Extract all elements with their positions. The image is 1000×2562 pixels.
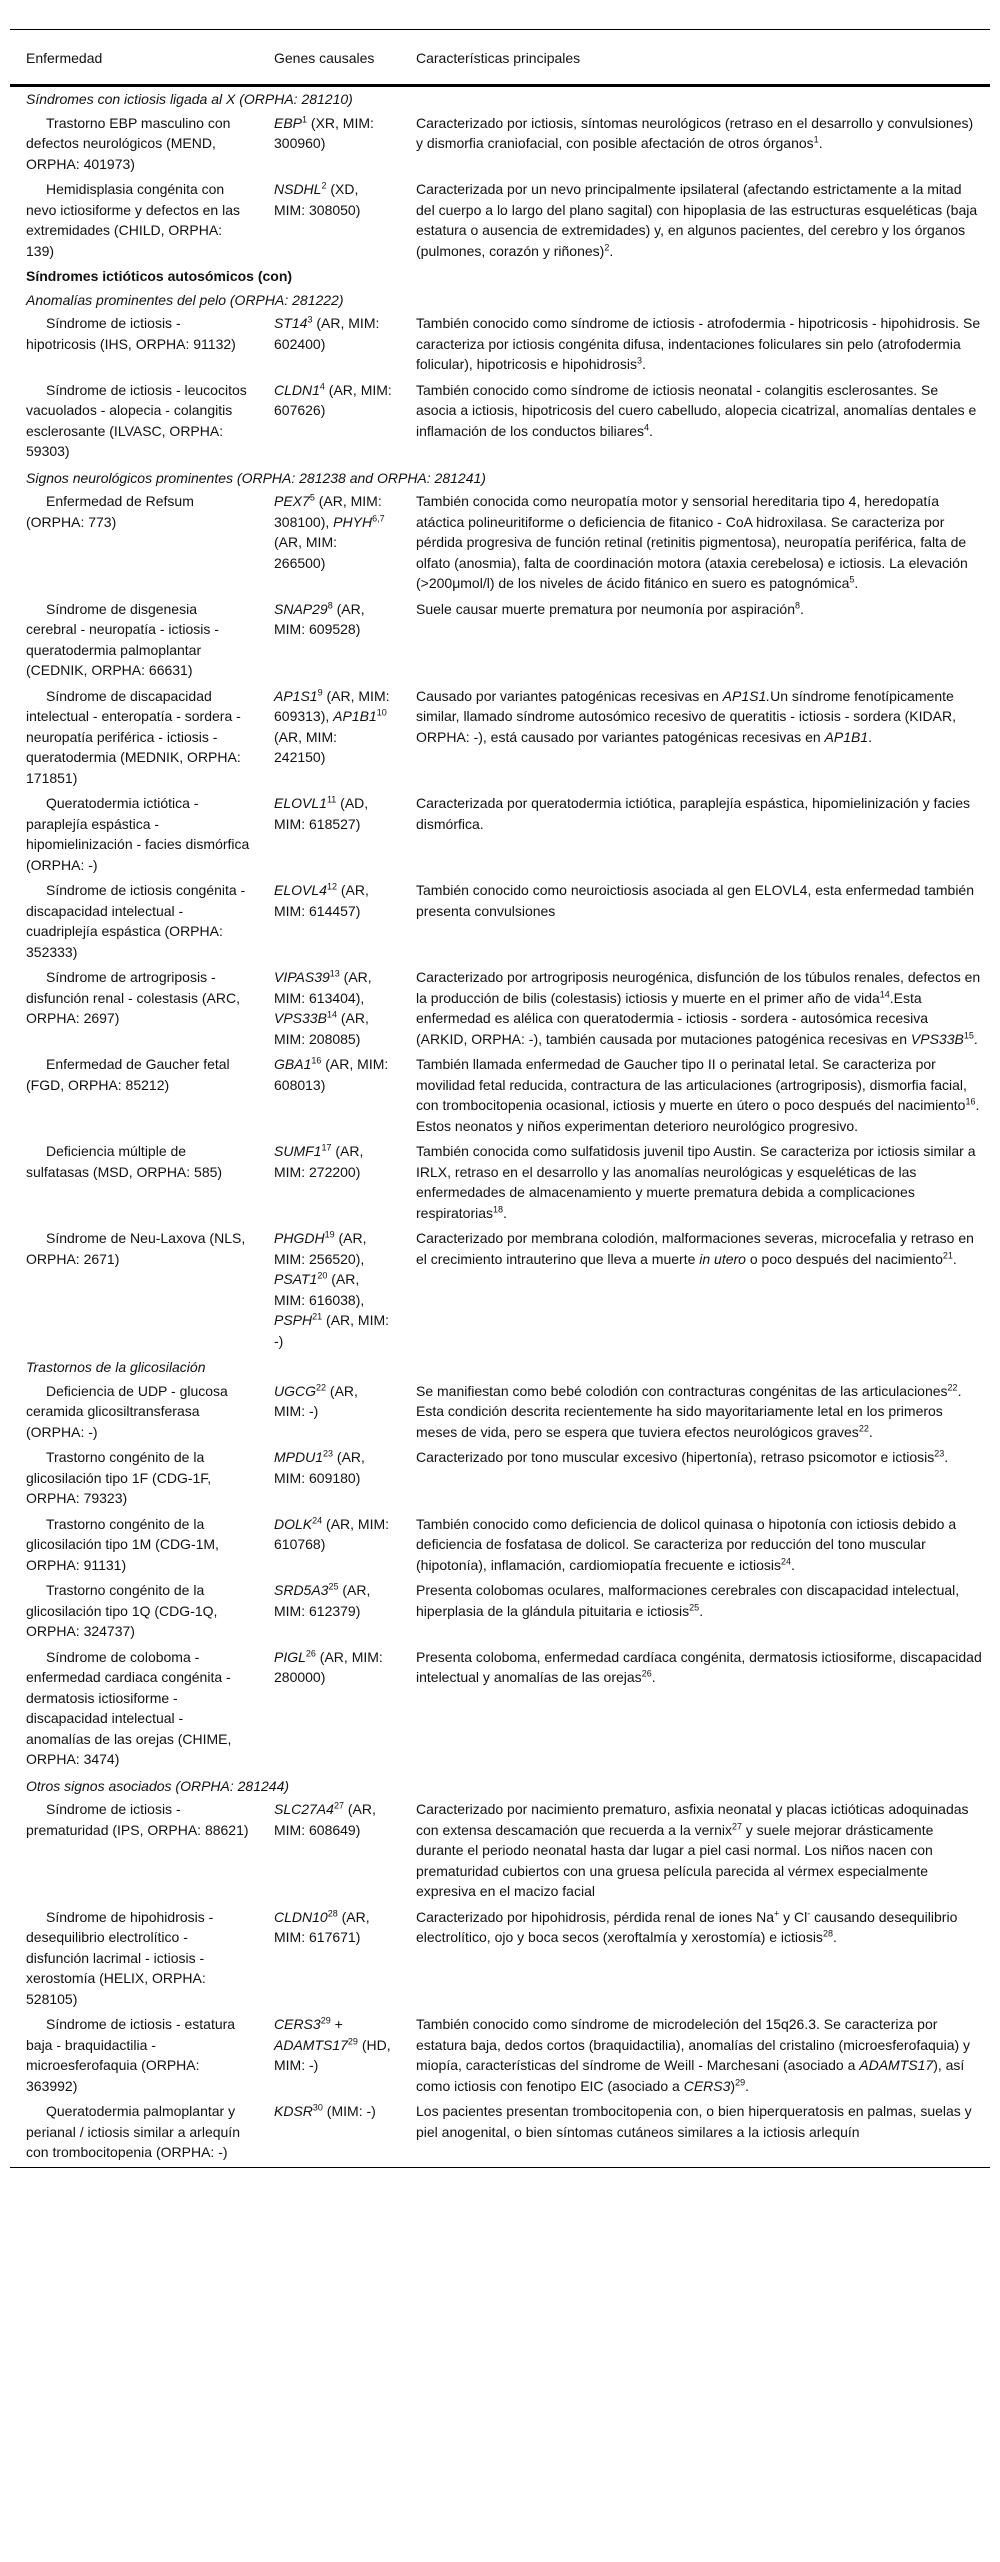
table-row: [10, 2100, 990, 2167]
genes-cell: $CLDN1^4$ (AR, MIM: 607626): [274, 380, 392, 418]
genes-cell: $SRD5A3^{25}$ (AR, MIM: 612379): [274, 1581, 371, 1619]
italic-term: SNAP29: [274, 600, 328, 617]
reference-superscript: 24: [312, 1514, 323, 1525]
reference-superscript: 16: [311, 1055, 322, 1066]
reference-superscript: 22: [947, 1381, 958, 1392]
features-cell: También conocido como síndrome de ictiosis - atrofodermia - hipotricosis - hipohidrosis. Se caracteriza por ictiosis congénita difusa, indentaciones foliculares sin pelo (atrofodermia folicular), hipotricosis e hipohidrosis$^3$.: [416, 315, 981, 372]
table-row: [10, 1906, 990, 2014]
subgroup-heading-text: Otros signos asociados (ORPHA: 281244): [26, 1777, 290, 1794]
disease-cell: Síndrome de discapacidad intelectual - enteropatía - sordera - neuropatía periférica - ictiosis - queratodermia (MEDNIK, ORPHA: 171851): [26, 687, 241, 786]
italic-term: PEX7: [274, 493, 310, 509]
reference-superscript: 28: [822, 1928, 833, 1939]
reference-superscript: 4: [644, 421, 650, 432]
reference-superscript: 24: [780, 1555, 791, 1566]
genes-cell: $SLC27A4^{27}$ (AR, MIM: 608649): [274, 1800, 376, 1838]
italic-term: CERS3: [683, 2077, 731, 2094]
table-row: [10, 178, 990, 265]
italic-term: MPDU1: [274, 1449, 324, 1465]
reference-superscript: 27: [333, 1800, 344, 1811]
genes-cell: $ELOVL4^{12}$ (AR, MIM: 614457): [274, 881, 369, 919]
reference-superscript: 6,7: [372, 512, 385, 523]
reference-superscript: 17: [321, 1142, 332, 1153]
table-body: [10, 86, 990, 2168]
disease-cell: Síndrome de ictiosis - estatura baja - braquidactilia - microesferofaquia (ORPHA: 363992): [26, 2016, 236, 2094]
features-cell: Suele causar muerte prematura por neumonía por aspiración$^8$.: [416, 599, 804, 617]
genes-cell: NSDHL$^2$ (XD, MIM: 308050): [274, 180, 361, 218]
reference-superscript: 23: [934, 1448, 945, 1459]
italic-term: AP1S1: [274, 687, 318, 704]
table-row: [10, 1446, 990, 1513]
disease-cell: Enfermedad de Refsum (ORPHA: 773): [26, 493, 194, 530]
features-cell: Caracterizado por membrana colodión, malformaciones severas, microcefalia y retraso en el crecimiento intrauterino que lleva a muerte in utero o poco después del nacimiento$^{21}$.: [416, 1230, 974, 1267]
features-cell: Caracterizado por hipohidrosis, pérdida renal de iones Na+ y Cl- causando desequilibrio electrolítico, ojo y boca secos (xeroftalmía y xerostomía) e ictiosis$^{28}$.: [416, 1907, 958, 1945]
reference-superscript: 30: [312, 2102, 323, 2113]
ichthyosis-syndromes-table: [10, 29, 990, 2168]
italic-term: NSDHL: [274, 181, 322, 197]
subgroup-heading: [10, 288, 990, 313]
table-row: [10, 1646, 990, 1774]
italic-term: VPS33B: [910, 1030, 964, 1047]
disease-cell: Trastorno EBP masculino con defectos neurológicos (MEND, ORPHA: 401973): [26, 114, 231, 172]
header-genes: Genes causales: [258, 30, 400, 86]
italic-term: EBP: [274, 114, 303, 131]
reference-superscript: 29: [320, 2015, 331, 2026]
disease-cell: Queratodermia palmoplantar y perianal / ictiosis similar a arlequín con trombocitopenia (ORPHA: -): [26, 2103, 240, 2160]
reference-superscript: 9: [317, 686, 323, 697]
reference-superscript: 13: [329, 968, 340, 979]
reference-superscript: 3: [637, 355, 643, 366]
genes-cell: $PEX7^5$ (AR, MIM: 308100), PHYH$^{6,7}$ (AR, MIM: 266500): [274, 492, 385, 571]
italic-term: VPS33B: [274, 1010, 327, 1026]
italic-term: PHGDH: [274, 1230, 325, 1246]
reference-superscript: +: [773, 1907, 780, 1918]
genes-cell: UGCG$^{22}$ (AR, MIM: -): [274, 1381, 358, 1419]
italic-term: AP1B1: [333, 708, 377, 724]
group-heading: [10, 265, 990, 288]
italic-term: PSAT1: [274, 1271, 318, 1287]
disease-cell: Trastorno congénito de la glicosilación tipo 1F (CDG-1F, ORPHA: 79323): [26, 1449, 212, 1506]
italic-term: SLC27A4: [274, 1801, 334, 1817]
subgroup-heading-text: Signos neurológicos prominentes (ORPHA: 281238 and ORPHA: 281241): [26, 469, 486, 486]
disease-cell: Síndrome de coloboma - enfermedad cardiaca congénita - dermatosis ictiosiforme - discapacidad intelectual - anomalías de las orejas (CHIME, ORPHA: 3474): [26, 1648, 232, 1767]
disease-cell: Síndrome de artrogriposis - disfunción renal - colestasis (ARC, ORPHA: 2697): [26, 969, 240, 1026]
header-features: Características principales: [400, 30, 990, 86]
disease-cell: Queratodermia ictiótica - paraplejía espástica - hipomielinización - facies dismórfica (ORPHA: -): [26, 795, 250, 873]
reference-superscript: 21: [942, 1249, 953, 1260]
reference-superscript: 29: [735, 2076, 746, 2087]
reference-superscript: 27: [731, 1820, 742, 1831]
features-cell: Caracterizado por artrogriposis neurogénica, disfunción de los túbulos renales, defectos en la producción de bilis (colestasis) ictiosis y muerte en el primer año de vida$^{14}$.Esta enfermedad es alélica con queratodermia - ictiosis - sordera - autosómica recesiva (ARKID, ORPHA: -), también causada por mutaciones patogénica recesivas en $VPS33B^{15}$.: [416, 969, 981, 1047]
genes-cell: DOLK$^{24}$ (AR, MIM: 610768): [274, 1514, 390, 1552]
features-cell: Causado por variantes patogénicas recesivas en AP1S1.Un síndrome fenotípicamente similar, llamado síndrome autosómico recesivo de queratitis - ictiosis - sordera (KIDAR, ORPHA: -), está causado por variantes patogénicas recesivas en AP1B1.: [416, 687, 956, 745]
italic-term: SUMF1: [274, 1143, 322, 1159]
genes-cell: $VIPAS39^{13}$ (AR, MIM: 613404), $VPS33B^{14}$ (AR, MIM: 208085): [274, 968, 372, 1047]
subgroup-heading-text: Síndromes con ictiosis ligada al X (ORPHA: 281210): [26, 91, 353, 107]
reference-superscript: 14: [879, 988, 890, 999]
reference-superscript: 26: [305, 1647, 316, 1658]
reference-superscript: 20: [317, 1270, 328, 1281]
reference-superscript: 8: [794, 599, 800, 610]
features-cell: También conocida como sulfatidosis juvenil tipo Austin. Se caracteriza por ictiosis similar a IRLX, retraso en el desarrollo y las anomalías neurológicas y esqueléticas de las enfermedades de almacenamiento y muerte prematura debida a complicaciones respiratorias$^{18}$.: [416, 1143, 976, 1221]
italic-term: ELOVL1: [274, 795, 327, 811]
reference-superscript: 26: [641, 1668, 652, 1679]
features-cell: Presenta coloboma, enfermedad cardíaca congénita, dermatosis ictiosiforme, discapacidad intelectual y anomalías de las orejas$^{26}$.: [416, 1648, 982, 1685]
reference-superscript: 5: [849, 574, 855, 585]
reference-superscript: -: [807, 1907, 811, 1918]
italic-term: CLDN1: [274, 381, 320, 398]
table-row: [10, 1053, 990, 1140]
subgroup-heading-text: Trastornos de la glicosilación: [26, 1359, 206, 1375]
features-cell: Caracterizada por queratodermia ictiótica, paraplejía espástica, hipomielinización y facies dismórfica.: [416, 795, 971, 832]
reference-superscript: 2: [321, 180, 327, 191]
italic-term: in utero: [699, 1250, 746, 1267]
reference-superscript: 12: [326, 881, 337, 892]
genes-cell: $CERS3^{29}$ + $ADAMTS17^{29}$ (HD, MIM: -): [274, 2015, 391, 2073]
genes-cell: $ELOVL1^{11}$ (AD, MIM: 618527): [274, 794, 369, 832]
features-cell: Caracterizada por un nevo principalmente ipsilateral (afectando estrictamente a la mitad del cuerpo a lo largo del plano sagital) con hipoplasia de las estructuras esqueléticas (baja estatura o ausencia de extremidades) y, en algunos pacientes, del cerebro y los órganos (pulmones, corazón y riñones)$^2$.: [416, 181, 978, 259]
features-cell: Los pacientes presentan trombocitopenia con, o bien hiperqueratosis en palmas, suelas y piel anogenital, o bien síntomas cutáneos similares a la ictiosis arlequín: [416, 2103, 972, 2140]
disease-cell: Síndrome de disgenesia cerebral - neuropatía - ictiosis - queratodermia palmoplantar (CEDNIK, ORPHA: 66631): [26, 600, 219, 678]
reference-superscript: 22: [858, 1422, 869, 1433]
table-row: [10, 312, 990, 379]
reference-superscript: 4: [319, 380, 325, 391]
table-row: [10, 685, 990, 793]
subgroup-heading: [10, 86, 990, 112]
italic-term: SRD5A3: [274, 1582, 329, 1598]
italic-term: CLDN10: [274, 1908, 328, 1925]
italic-term: ELOVL4: [274, 882, 327, 898]
genes-cell: $GBA1^{16}$ (AR, MIM: 608013): [274, 1055, 389, 1093]
reference-superscript: 1: [302, 113, 308, 124]
disease-cell: Deficiencia múltiple de sulfatasas (MSD, ORPHA: 585): [26, 1143, 223, 1180]
reference-superscript: 22: [316, 1381, 327, 1392]
disease-cell: Síndrome de ictiosis - hipotricosis (IHS, ORPHA: 91132): [26, 315, 236, 352]
italic-term: ADAMTS17: [859, 2057, 934, 2073]
reference-superscript: 25: [689, 1601, 700, 1612]
reference-superscript: 5: [309, 492, 315, 503]
disease-cell: Trastorno congénito de la glicosilación tipo 1M (CDG-1M, ORPHA: 91131): [26, 1515, 219, 1573]
italic-term: PIGL: [274, 1648, 306, 1665]
table-row: [10, 379, 990, 466]
italic-term: ST14: [274, 315, 308, 331]
header-disease: Enfermedad: [10, 30, 258, 86]
reference-superscript: 1: [813, 134, 819, 145]
table-row: [10, 2013, 990, 2100]
table-row: [10, 490, 990, 598]
italic-term: CERS3: [274, 2016, 321, 2032]
table-row: [10, 1798, 990, 1906]
genes-cell: $AP1S1^9$ (AR, MIM: 609313), $AP1B1^{10}$ (AR, MIM: 242150): [274, 686, 390, 765]
features-cell: También conocido como neuroictiosis asociada al gen ELOVL4, esta enfermedad también presenta convulsiones: [416, 882, 974, 919]
reference-superscript: 16: [965, 1096, 976, 1107]
disease-cell: Síndrome de hipohidrosis - desequilibrio electrolítico - disfunción lacrimal - ictiosis - xerostomía (HELIX, ORPHA: 528105): [26, 1908, 214, 2007]
table-row: [10, 1227, 990, 1355]
table-row: [10, 1513, 990, 1580]
table-header: [10, 30, 990, 86]
reference-superscript: 8: [327, 599, 333, 610]
header-row: [10, 30, 990, 86]
reference-superscript: 11: [326, 794, 337, 805]
italic-term: ADAMTS17: [274, 2036, 348, 2053]
features-cell: Presenta colobomas oculares, malformaciones cerebrales con discapacidad intelectual, hiperplasia de la glándula pituitaria e ictiosis$^{25}$.: [416, 1582, 960, 1619]
disease-cell: Enfermedad de Gaucher fetal (FGD, ORPHA: 85212): [26, 1056, 230, 1093]
table-row: [10, 1140, 990, 1227]
subgroup-heading: [10, 1355, 990, 1380]
reference-superscript: 25: [328, 1581, 339, 1592]
italic-term: GBA1: [274, 1056, 312, 1072]
table-row: [10, 598, 990, 685]
table-row: [10, 1380, 990, 1447]
italic-term: UGCG: [274, 1382, 316, 1399]
genes-cell: $SUMF1^{17}$ (AR, MIM: 272200): [274, 1142, 364, 1180]
disease-cell: Síndrome de ictiosis - leucocitos vacuolados - alopecia - colangitis esclerosante (ILVASC, ORPHA: 59303): [26, 381, 247, 459]
disease-cell: Trastorno congénito de la glicosilación tipo 1Q (CDG-1Q, ORPHA: 324737): [26, 1582, 218, 1639]
reference-superscript: 23: [323, 1448, 334, 1459]
italic-term: KDSR: [274, 2103, 313, 2119]
disease-cell: Síndrome de Neu-Laxova (NLS, ORPHA: 2671): [26, 1230, 246, 1267]
features-cell: Se manifiestan como bebé colodión con contracturas congénitas de las articulaciones$^{22}$. Esta condición descrita recientemente ha sido mayoritariamente letal en los primeros meses de vida, pero se espera que tuviera efectos neurológicos graves$^{22}$.: [416, 1381, 962, 1440]
reference-superscript: 2: [604, 241, 610, 252]
genes-cell: PIGL$^{26}$ (AR, MIM: 280000): [274, 1647, 383, 1685]
subgroup-heading-text: Anomalías prominentes del pelo (ORPHA: 281222): [26, 291, 344, 308]
genes-cell: $SNAP29^8$ (AR, MIM: 609528): [274, 599, 365, 637]
features-cell: También conocida como neuropatía motor y sensorial hereditaria tipo 4, heredopatía atáctica polineuritiforme o deficiencia de fitanico - CoA hidroxilasa. Se caracteriza por pérdida progresiva de función retinal (retinitis pigmentosa), neuropatía periférica, falta de olfato (anosmia), falta de coordinación motora (ataxia cerebelosa) e ictiosis. La elevación (>200μmol/l) de los niveles de ácido fitánico en suero es patognómica$^5$.: [416, 493, 968, 591]
disease-cell: Síndrome de ictiosis - prematuridad (IPS, ORPHA: 88621): [26, 1801, 249, 1838]
italic-term: VIPAS39: [274, 969, 330, 985]
reference-superscript: 18: [493, 1203, 504, 1214]
genes-cell: EBP$^1$ (XR, MIM: 300960): [274, 113, 374, 151]
features-cell: También llamada enfermedad de Gaucher tipo II o perinatal letal. Se caracteriza por movilidad fetal reducida, contractura de las articulaciones (artrogriposis), dismorfia facial, con trombocitopenia ocasional, ictiosis y muerte en útero o poco después del nacimiento$^{16}$. Estos neonatos y niños experimentan deterioro neurológico progresivo.: [416, 1056, 980, 1134]
italic-term: AP1S1.: [722, 687, 771, 704]
genes-cell: $MPDU1^{23}$ (AR, MIM: 609180): [274, 1448, 365, 1486]
features-cell: También conocido como síndrome de ictiosis neonatal - colangitis esclerosantes. Se asocia a ictiosis, hipotricosis del cuero cabelludo, alopecia cicatrizal, anomalías dentales e inflamación de los conductos biliares$^4$.: [416, 381, 977, 439]
italic-term: DOLK: [274, 1515, 313, 1532]
disease-cell: Hemidisplasia congénita con nevo ictiosiforme y defectos en las extremidades (CHILD, ORPHA: 139): [26, 181, 240, 259]
subgroup-heading: [10, 466, 990, 491]
reference-superscript: 28: [327, 1907, 338, 1918]
group-heading-text: Síndromes ictióticos autosómicos (con): [26, 268, 293, 284]
genes-cell: KDSR$^{30}$ (MIM: -): [274, 2102, 376, 2119]
reference-superscript: 21: [312, 1311, 323, 1322]
reference-superscript: 29: [347, 2035, 358, 2046]
table-row: [10, 112, 990, 179]
reference-superscript: 15: [963, 1029, 974, 1040]
features-cell: También conocido como deficiencia de dolicol quinasa o hipotonía con ictiosis debido a deficiencia de fosfatasa de dolicol. Se caracteriza por reducción del tono muscular (hipotonía), inflamación, cardiomiopatía frecuente e ictiosis$^{24}$.: [416, 1515, 957, 1573]
features-cell: Caracterizado por nacimiento prematuro, asfixia neonatal y placas ictióticas adoquinadas con extensa descamación que recuerda a la vernix$^{27}$ y suele mejorar drásticamente durante el periodo neonatal hasta dar lugar a piel casi normal. Los niños nacen con prematuridad cubiertos con una gruesa película parecida al vérmex especialmente expresiva en el macizo facial: [416, 1801, 969, 1899]
features-cell: Caracterizado por ictiosis, síntomas neurológicos (retraso en el desarrollo y convulsiones) y dismorfia craniofacial, con posible afectación de otros órganos$^1$.: [416, 114, 974, 151]
features-cell: Caracterizado por tono muscular excesivo (hipertonía), retraso psicomotor e ictiosis$^{23}$.: [416, 1448, 949, 1465]
table-row: [10, 966, 990, 1053]
reference-superscript: 3: [307, 314, 313, 325]
italic-term: AP1B1: [824, 728, 869, 745]
italic-term: PHYH: [333, 513, 373, 530]
subgroup-heading: [10, 1774, 990, 1799]
genes-cell: PHGDH$^{19}$ (AR, MIM: 256520), $PSAT1^{20}$ (AR, MIM: 616038), PSPH$^{21}$ (AR, MIM: -): [274, 1229, 390, 1349]
reference-superscript: 14: [326, 1009, 337, 1020]
table-row: [10, 1579, 990, 1646]
reference-superscript: 10: [376, 707, 387, 718]
genes-cell: $CLDN10^{28}$ (AR, MIM: 617671): [274, 1907, 370, 1945]
disease-cell: Síndrome de ictiosis congénita - discapacidad intelectual - cuadriplejía espástica (ORPHA: 352333): [26, 882, 246, 960]
features-cell: También conocido como síndrome de microdeleción del 15q26.3. Se caracteriza por estatura baja, dedos cortos (braquidactilia), anomalías del cristalino (microesferofaquia) y miopía, características del síndrome de Weill - Marchesani (asociado a ADAMTS17), así como ictiosis con fenotipo EIC (asociado a CERS3)$^{29}$.: [416, 2016, 971, 2094]
table-row: [10, 792, 990, 879]
table-row: [10, 879, 990, 966]
reference-superscript: 19: [324, 1229, 335, 1240]
disease-cell: Deficiencia de UDP - glucosa ceramida glicosiltransferasa (ORPHA: -): [26, 1382, 228, 1440]
italic-term: PSPH: [274, 1312, 313, 1328]
genes-cell: $ST14^3$ (AR, MIM: 602400): [274, 314, 380, 352]
